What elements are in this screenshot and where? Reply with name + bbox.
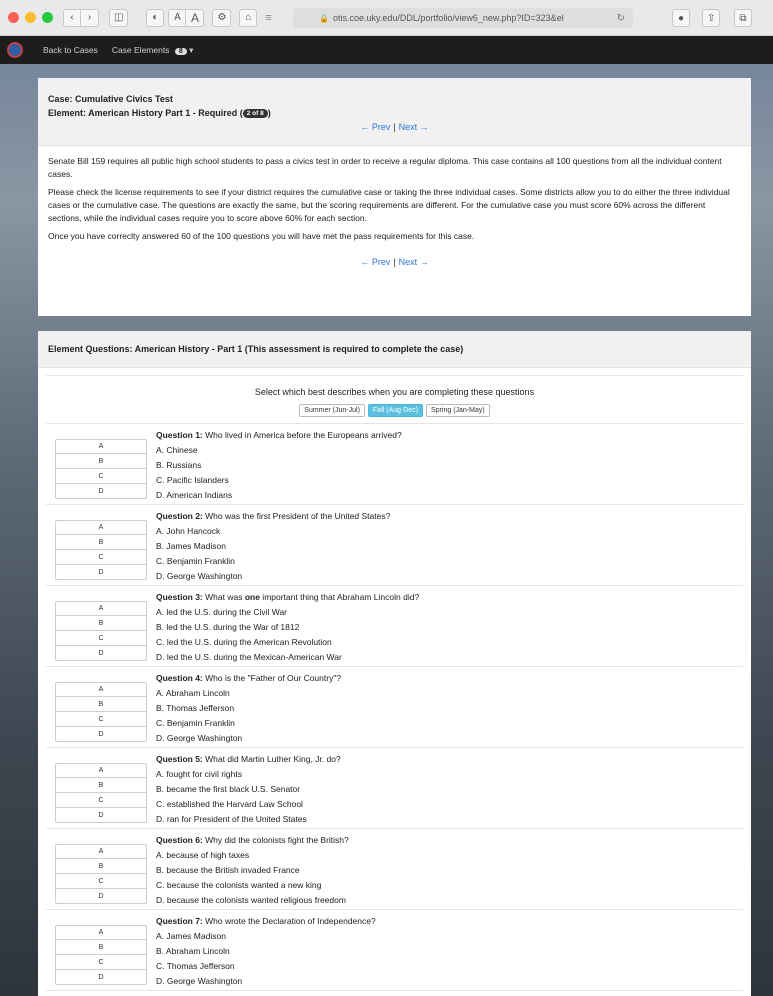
prev-next-bottom — [48, 257, 741, 267]
question-prompt — [156, 833, 349, 848]
answer-text: C. Thomas Jefferson — [156, 961, 235, 971]
element-count-badge: 2 of 8 — [243, 109, 268, 118]
case-elements-label: Case Elements — [111, 44, 170, 55]
prev-next-separator: | — [393, 257, 396, 267]
answer-option-button[interactable]: C — [55, 955, 147, 970]
season-spring-button[interactable]: Spring (Jan-May) — [426, 404, 490, 417]
answer-option-button[interactable]: D — [55, 484, 147, 499]
question-row — [46, 505, 743, 586]
question-text-block — [156, 590, 419, 666]
minimize-window-button[interactable] — [25, 12, 36, 23]
prev-next-top — [48, 122, 741, 132]
reload-icon[interactable]: ↻ — [616, 12, 625, 24]
reader-icon[interactable]: ≡ — [265, 11, 272, 24]
answer-option-button[interactable]: A — [55, 439, 147, 454]
season-summer-button[interactable]: Summer (Jun-Jul) — [299, 404, 365, 417]
answer-button-group — [55, 682, 147, 747]
answer-text: D. American Indians — [156, 490, 233, 500]
question-prompt — [156, 914, 376, 929]
answer-text: D. George Washington — [156, 571, 243, 581]
back-to-cases-link[interactable]: Back to Cases — [43, 45, 98, 55]
question-text: one — [244, 592, 260, 602]
answer-option-button[interactable]: B — [55, 535, 147, 550]
season-button-group — [46, 404, 743, 417]
answer-option-button[interactable]: B — [55, 859, 147, 874]
answer-text: A. John Hancock — [156, 526, 221, 536]
answer-text: D. George Washington — [156, 733, 243, 743]
questions-header: Element Questions: American History - Part 1 (This assessment is required to complete the case) — [38, 331, 751, 368]
question-row — [46, 667, 743, 748]
answer-option-button[interactable]: C — [55, 874, 147, 889]
answer-option-button[interactable]: C — [55, 550, 147, 565]
text-larger-button[interactable]: A — [186, 9, 204, 27]
answer-text: B. because the British invaded France — [156, 865, 300, 875]
question-text: Who lived in America before the Europeans arrived? — [202, 430, 402, 440]
share-icon[interactable]: ⇧ — [702, 9, 720, 27]
question-text-block — [156, 428, 402, 504]
element-title-close: ) — [267, 108, 271, 118]
extension-gear-icon[interactable]: ⚙ — [212, 9, 231, 27]
season-selector-label: Select which best describes when you are completing these questions — [254, 387, 535, 397]
question-number: Question 7: — [156, 916, 203, 926]
prev-link[interactable]: ← Prev — [360, 122, 391, 132]
answer-option-button[interactable]: D — [55, 727, 147, 742]
answer-text: B. James Madison — [156, 541, 226, 551]
privacy-shield-icon[interactable]: ◐ — [146, 9, 164, 27]
answer-option-button[interactable]: A — [55, 520, 147, 535]
window-controls — [8, 12, 53, 23]
question-text-block — [156, 914, 376, 990]
answer-option-button[interactable]: A — [55, 682, 147, 697]
answer-button-group — [55, 439, 147, 504]
url-text: otis.coe.uky.edu/DDL/portfolio/view6_new.php?ID=323&el — [332, 13, 564, 23]
question-number: Question 5: — [156, 754, 203, 764]
answer-option-button[interactable]: B — [55, 778, 147, 793]
case-elements-count-badge: 8 — [175, 48, 187, 55]
case-description — [38, 146, 751, 267]
answer-option-button[interactable]: A — [55, 601, 147, 616]
answer-text: A. fought for civil rights — [156, 769, 242, 779]
answer-option-button[interactable]: C — [55, 469, 147, 484]
sidebar-icon[interactable]: ◫ — [109, 9, 128, 27]
question-row — [46, 586, 743, 667]
question-text: important thing that Abraham Lincoln did? — [259, 592, 420, 602]
answer-option-button[interactable]: C — [55, 712, 147, 727]
browser-toolbar — [0, 0, 773, 36]
answer-button-group — [55, 925, 147, 990]
question-prompt — [156, 752, 341, 767]
answer-option-button[interactable]: D — [55, 970, 147, 985]
question-text-block — [156, 833, 349, 909]
answer-text: A. James Madison — [156, 931, 226, 941]
answer-text: C. Benjamin Franklin — [156, 556, 235, 566]
question-text: What did Martin Luther King, Jr. do? — [202, 754, 341, 764]
question-number: Question 2: — [156, 511, 203, 521]
answer-option-button[interactable]: D — [55, 808, 147, 823]
question-prompt — [156, 590, 419, 605]
question-text: Who wrote the Declaration of Independence? — [202, 916, 376, 926]
answer-text: A. led the U.S. during the Civil War — [156, 607, 288, 617]
answer-text: B. led the U.S. during the War of 1812 — [156, 622, 300, 632]
answer-text: C. Pacific Islanders — [156, 475, 229, 485]
answer-option-button[interactable]: D — [55, 646, 147, 661]
home-icon[interactable]: ⌂ — [239, 9, 257, 27]
next-link[interactable]: Next → — [398, 122, 429, 132]
address-bar[interactable] — [293, 8, 633, 28]
answer-option-button[interactable]: B — [55, 697, 147, 712]
answer-text: C. because the colonists wanted a new king — [156, 880, 322, 890]
answer-text: B. became the first black U.S. Senator — [156, 784, 301, 794]
answer-text: B. Thomas Jefferson — [156, 703, 235, 713]
close-window-button[interactable] — [8, 12, 19, 23]
back-arrow-icon[interactable]: ‹ — [63, 9, 81, 27]
question-text-block — [156, 509, 390, 585]
answer-option-button[interactable]: C — [55, 631, 147, 646]
next-link[interactable]: Next → — [398, 257, 429, 267]
answer-text: D. because the colonists wanted religious freedom — [156, 895, 346, 905]
question-prompt — [156, 428, 402, 443]
text-smaller-button[interactable]: A — [168, 9, 186, 27]
answer-text: D. George Washington — [156, 976, 243, 986]
case-paragraph: Senate Bill 159 requires all public high school students to pass a civics test in order to receive a regular diploma. This case contains all 100 questions from all the individual content cases. — [48, 156, 722, 179]
answer-button-group — [55, 520, 147, 585]
answer-option-button[interactable]: A — [55, 763, 147, 778]
answer-text: C. Benjamin Franklin — [156, 718, 235, 728]
answer-text: A. Abraham Lincoln — [156, 688, 230, 698]
answer-option-button[interactable]: A — [55, 844, 147, 859]
question-text: What was — [202, 592, 245, 602]
answer-option-button[interactable]: C — [55, 793, 147, 808]
question-text-block — [156, 671, 341, 747]
case-paragraph: Please check the license requirements to see if your district requires the cumulative case or taking the three individual cases. Some districts allow you to do either the three individual cases or the cumulative case. The questions are exactly the same, but the scoring requirements are different. For the cumulative case you must score 60% across the different sections, while the individual cases require you to score above 60% for each section. — [48, 187, 730, 223]
answer-text: A. because of high taxes — [156, 850, 250, 860]
question-row — [46, 424, 743, 505]
app-navbar — [0, 36, 773, 64]
answer-option-button[interactable]: B — [55, 940, 147, 955]
question-text: Who is the "Father of Our Country"? — [202, 673, 342, 683]
case-panel — [38, 78, 751, 316]
answer-button-group — [55, 601, 147, 666]
tabs-overview-icon[interactable]: ⧉ — [734, 9, 752, 27]
question-number: Question 3: — [156, 592, 203, 602]
answer-text: B. Abraham Lincoln — [156, 946, 230, 956]
answer-option-button[interactable]: D — [55, 889, 147, 904]
answer-text: B. Russians — [156, 460, 202, 470]
site-logo-icon[interactable] — [7, 42, 23, 58]
answer-option-button[interactable]: B — [55, 616, 147, 631]
caret-down-icon: ▾ — [189, 44, 194, 55]
answer-text: C. established the Harvard Law School — [156, 799, 303, 809]
question-number: Question 4: — [156, 673, 203, 683]
season-selector — [46, 375, 743, 417]
question-row — [46, 748, 743, 829]
prev-next-separator: | — [393, 122, 396, 132]
case-paragraph: Once you have correclty answered 60 of the 100 questions you will have met the pass requirements for this case. — [48, 231, 475, 241]
answer-option-button[interactable]: B — [55, 454, 147, 469]
answer-text: D. led the U.S. during the Mexican-American War — [156, 652, 342, 662]
question-text: Why did the colonists fight the British? — [202, 835, 349, 845]
question-number: Question 1: — [156, 430, 203, 440]
lock-icon: 🔒 — [319, 13, 329, 23]
prev-link[interactable]: ← Prev — [360, 257, 391, 267]
question-row — [46, 910, 743, 991]
question-row — [46, 829, 743, 910]
answer-text: C. led the U.S. during the American Revolution — [156, 637, 332, 647]
answer-text: A. Chinese — [156, 445, 198, 455]
element-title-label: Element: American History Part 1 - Required ( — [48, 108, 243, 118]
season-fall-button[interactable]: Fall (Aug-Dec) — [368, 404, 423, 417]
questions-panel — [38, 331, 751, 996]
question-prompt — [156, 671, 341, 686]
case-title: Case: Cumulative Civics Test — [48, 94, 173, 104]
answer-button-group — [55, 763, 147, 828]
question-prompt — [156, 509, 390, 524]
element-title — [48, 106, 741, 120]
question-number: Question 6: — [156, 835, 203, 845]
zoom-window-button[interactable] — [42, 12, 53, 23]
info-icon[interactable]: ● — [672, 9, 690, 27]
question-text: Who was the first President of the United States? — [202, 511, 391, 521]
question-list — [46, 423, 743, 991]
answer-option-button[interactable]: D — [55, 565, 147, 580]
question-text-block — [156, 752, 341, 828]
answer-option-button[interactable]: A — [55, 925, 147, 940]
answer-button-group — [55, 844, 147, 909]
case-elements-dropdown[interactable] — [112, 45, 194, 56]
case-header — [38, 78, 751, 146]
forward-arrow-icon[interactable]: › — [81, 9, 99, 27]
answer-text: D. ran for President of the United States — [156, 814, 307, 824]
